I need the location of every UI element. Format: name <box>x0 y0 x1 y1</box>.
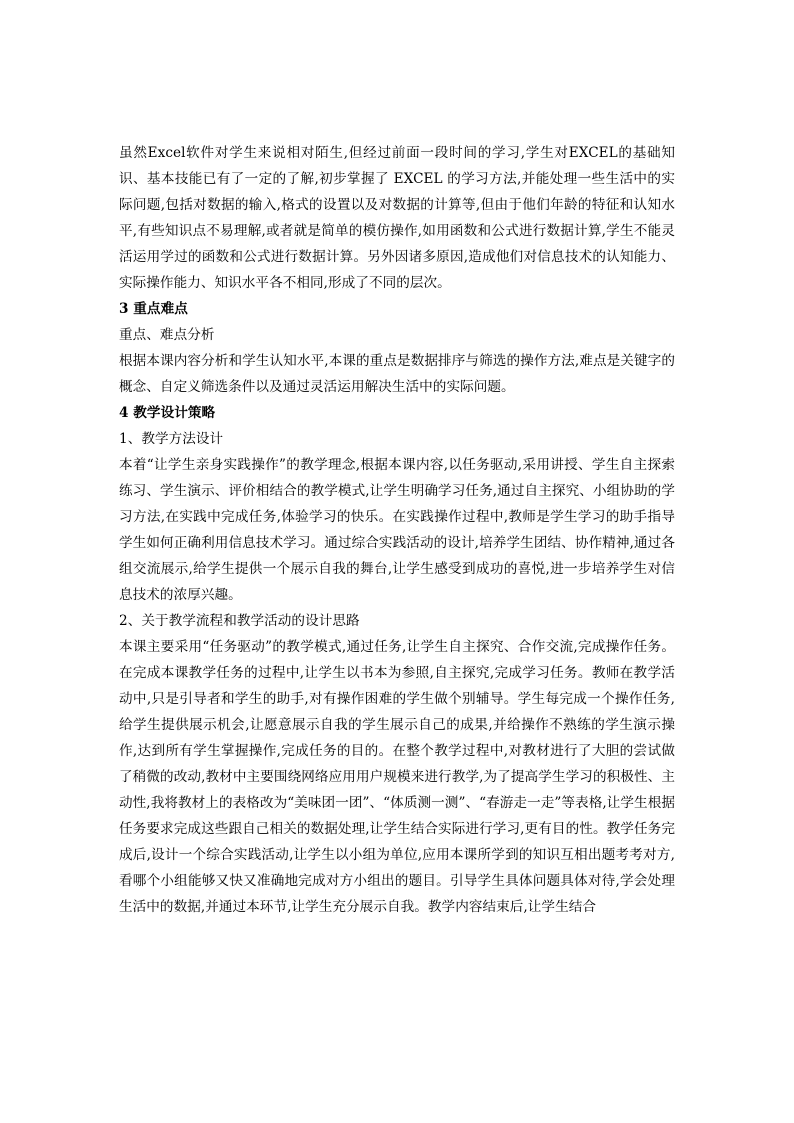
document-body <box>119 140 675 920</box>
paragraph-teaching-method: 本着“让学生亲身实践操作”的教学理念,根据本课内容,以任务驱动,采用讲授、学生自主探索练习、学生演示、评价相结合的教学模式,让学生明确学习任务,通过自主探究、小组协助的学习方法,在实践中完成任务,体验学习的快乐。在实践操作过程中,教师是学生学习的助手指导学生如何正确利用信息技术学习。通过综合实践活动的设计,培养学生团结、协作精神,通过各组交流展示,给学生提供一个展示自我的舞台,让学生感受到成功的喜悦,进一步培养学生对信息技术的浓厚兴趣。 <box>119 457 675 603</box>
paragraph-key-points: 根据本课内容分析和学生认知水平,本课的重点是数据排序与筛选的操作方法,难点是关键字的概念、自定义筛选条件以及通过灵活运用解决生活中的实际问题。 <box>119 353 675 395</box>
paragraph-teaching-process: 本课主要采用“任务驱动”的教学模式,通过任务,让学生自主探究、合作交流,完成操作任务。在完成本课教学任务的过程中,让学生以书本为参照,自主探究,完成学习任务。教师在教学活动中,只是引导者和学生的助手,对有操作困难的学生做个别辅导。学生每完成一个操作任务,给学生提供展示机会,让愿意展示自我的学生展示自己的成果,并给操作不熟练的学生演示操作,达到所有学生掌握操作,完成任务的目的。在整个教学过程中,对教材进行了大胆的尝试做了稍微的改动,教材中主要围绕网络应用用户规模来进行教学,为了提高学生学习的积极性、主动性,我将教材上的表格改为“美味团一团”、“体质测一测”、“春游走一走”等表格,让学生根据任务要求完成这些跟自己相关的数据处理,让学生结合实际进行学习,更有目的性。教学任务完成后,设计一个综合实践活动,让学生以小组为单位,应用本课所学到的知识互相出题考考对方,看哪个小组能够又快又准确地完成对方小组出的题目。引导学生具体问题具体对待,学会处理生活中的数据,并通过本环节,让学生充分展示自我。教学内容结束后,让学生结合 <box>119 639 675 915</box>
subheading-key-points-analysis: 重点、难点分析 <box>119 327 215 343</box>
subheading-teaching-process: 2、关于教学流程和教学活动的设计思路 <box>119 613 360 629</box>
subheading-teaching-method: 1、教学方法设计 <box>119 431 224 447</box>
section-heading-design-strategy: 4 教学设计策略 <box>119 405 216 421</box>
section-heading-key-points: 3 重点难点 <box>119 301 188 317</box>
paragraph-student-analysis: 虽然Excel软件对学生来说相对陌生,但经过前面一段时间的学习,学生对EXCEL的基础知识、基本技能已有了一定的了解,初步掌握了 EXCEL 的学习方法,并能处理一些生活中的实际问题,包括对数据的输入,格式的设置以及对数据的计算等,但由于他们年龄的特征和认知水平,有些知识点不易理解,或者就是简单的模仿操作,如用函数和公式进行数据计算,学生不能灵活运用学过的函数和公式进行数据计算。另外因诸多原因,造成他们对信息技术的认知能力、实际操作能力、知识水平各不相同,形成了不同的层次。 <box>119 145 675 291</box>
